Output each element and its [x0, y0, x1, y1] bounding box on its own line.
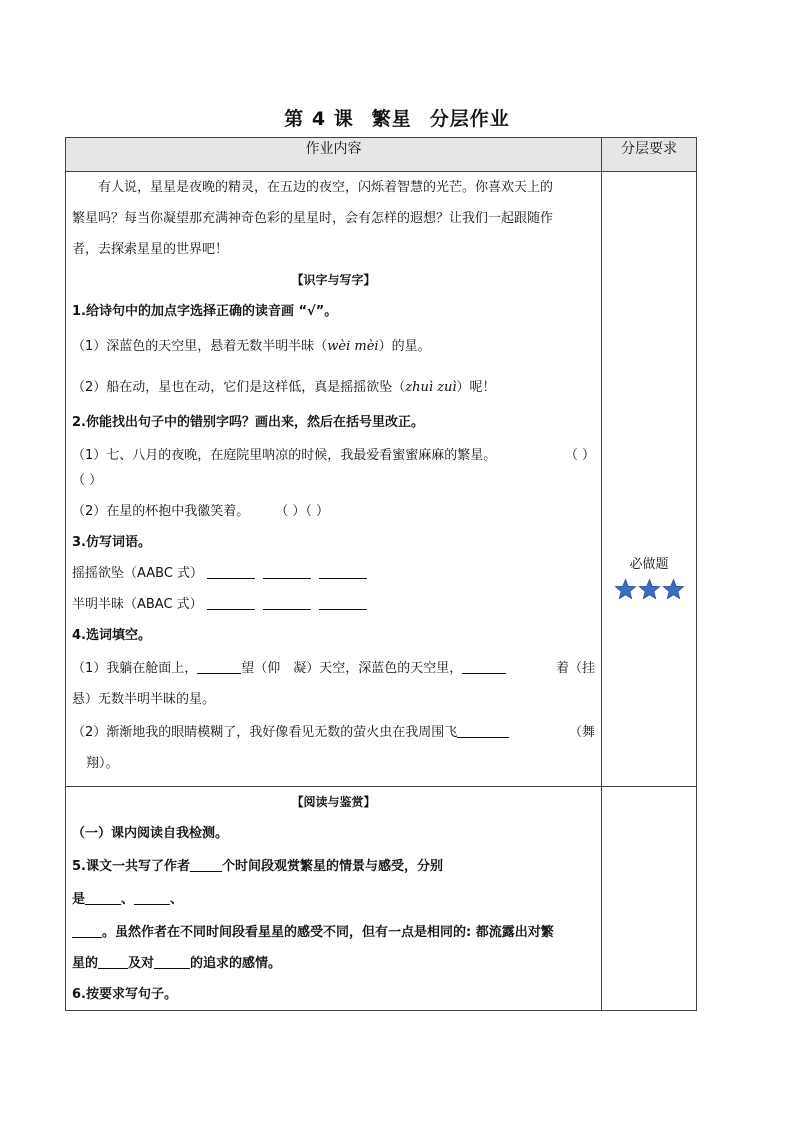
pinyin-options[interactable]: zhuì zuì: [405, 380, 457, 395]
question-2-item-2: （2）在星的杯抱中我徽笑着。 （ ）（ ）: [72, 504, 330, 519]
intro-line: 者，去探索星星的世界吧！: [72, 242, 229, 257]
question-5-line-3: 。虽然作者在不同时间段看星星的感受不同，但有一点是相同的: 都流露出对繁: [66, 915, 601, 948]
question-1-item-2: （2）船在动，星也在动，它们是这样低，真是摇摇欲坠（zhuì zuì）呢！: [72, 380, 496, 395]
answer-parens[interactable]: （ ）（ ）: [275, 504, 330, 519]
star-icon: [614, 578, 637, 601]
question-2-item-1-cont[interactable]: （ ）: [72, 473, 103, 488]
homework-type: 分层作业: [429, 108, 510, 130]
pinyin-options[interactable]: wèi mèi: [327, 339, 379, 354]
answer-blank[interactable]: [98, 954, 128, 969]
answer-blank[interactable]: [190, 857, 222, 872]
star-icon: [638, 578, 661, 601]
question-4-item-2-cont: 翔）。: [86, 756, 119, 771]
table-header-row: [66, 138, 697, 172]
question-3-item-2: 半明半昧（ABAC 式）: [66, 589, 601, 620]
homework-table: [65, 137, 697, 1011]
question-6-title: 6.按要求写句子。: [72, 987, 177, 1002]
question-5-line-2: 是 、 、: [72, 892, 184, 907]
difficulty-stars: [602, 578, 696, 601]
question-4-item-2: （2）渐渐地我的眼睛模糊了，我好像看见无数的萤火虫在我周围飞 （舞: [72, 725, 595, 740]
requirement-label: 必做题: [629, 557, 669, 572]
header-content: 作业内容: [66, 138, 602, 172]
content-cell-1: [66, 172, 602, 787]
answer-blank[interactable]: [207, 564, 255, 579]
reading-part-title: （一）课内阅读自我检测。: [72, 826, 229, 841]
answer-blank[interactable]: [85, 890, 121, 905]
lesson-name: 繁星: [371, 108, 412, 130]
question-2-item-1: （1）七、八月的夜晚，在庭院里呐凉的时候，我最爱看蜜蜜麻麻的繁星。 （ ）: [66, 438, 601, 471]
answer-blank[interactable]: [197, 659, 241, 674]
table-row: [66, 172, 697, 787]
question-5-line-1: 5.课文一共写了作者 个时间段观赏繁星的情景与感受，分别: [72, 859, 443, 874]
question-4-item-1-cont: 悬）无数半明半昧的星。: [72, 692, 216, 707]
header-requirement: 分层要求: [602, 138, 697, 172]
question-3-title: 3.仿写词语。: [72, 535, 151, 550]
answer-paren[interactable]: （ ）: [564, 448, 595, 463]
question-4-item-1: （1）我躺在舱面上， 望（仰 凝）天空，深蓝色的天空里， 着（挂: [72, 661, 595, 676]
question-2-title: 2.你能找出句子中的错别字吗？画出来，然后在括号里改正。: [72, 415, 424, 430]
answer-blank[interactable]: [263, 595, 311, 610]
answer-blank[interactable]: [462, 659, 506, 674]
intro-line: 繁星吗？每当你凝望那充满神奇色彩的星星时，会有怎样的遐想？让我们一起跟随作: [72, 211, 554, 226]
answer-blank[interactable]: [154, 954, 190, 969]
lesson-number: 第 4 课: [284, 108, 354, 130]
answer-blank[interactable]: [134, 890, 170, 905]
question-3-item-1: 摇摇欲坠（AABC 式）: [66, 558, 601, 589]
answer-blank[interactable]: [319, 564, 367, 579]
answer-blank[interactable]: [319, 595, 367, 610]
table-row: [66, 787, 697, 1011]
answer-blank[interactable]: [263, 564, 311, 579]
answer-blank[interactable]: [72, 923, 102, 938]
requirement-cell-2: [602, 787, 697, 1011]
question-5-line-4: 星的 及对 的追求的感情。: [72, 956, 282, 971]
star-icon: [662, 578, 685, 601]
section-heading: 【阅读与鉴赏】: [291, 795, 376, 809]
requirement-cell-1: [602, 172, 697, 787]
answer-blank[interactable]: [207, 595, 255, 610]
answer-blank[interactable]: [457, 723, 509, 738]
content-cell-2: [66, 787, 602, 1011]
question-4-title: 4.选词填空。: [72, 628, 151, 643]
section-heading: 【识字与写字】: [291, 273, 376, 287]
intro-line: 有人说，星星是夜晚的精灵，在五边的夜空，闪烁着智慧的光芒。你喜欢天上的: [98, 180, 554, 195]
page-title: [0, 104, 794, 131]
question-1-title: 1.给诗句中的加点字选择正确的读音画 “√”。: [72, 304, 338, 319]
question-1-item-1: （1）深蓝色的天空里，悬着无数半明半昧（wèi mèi）的星。: [72, 339, 431, 354]
